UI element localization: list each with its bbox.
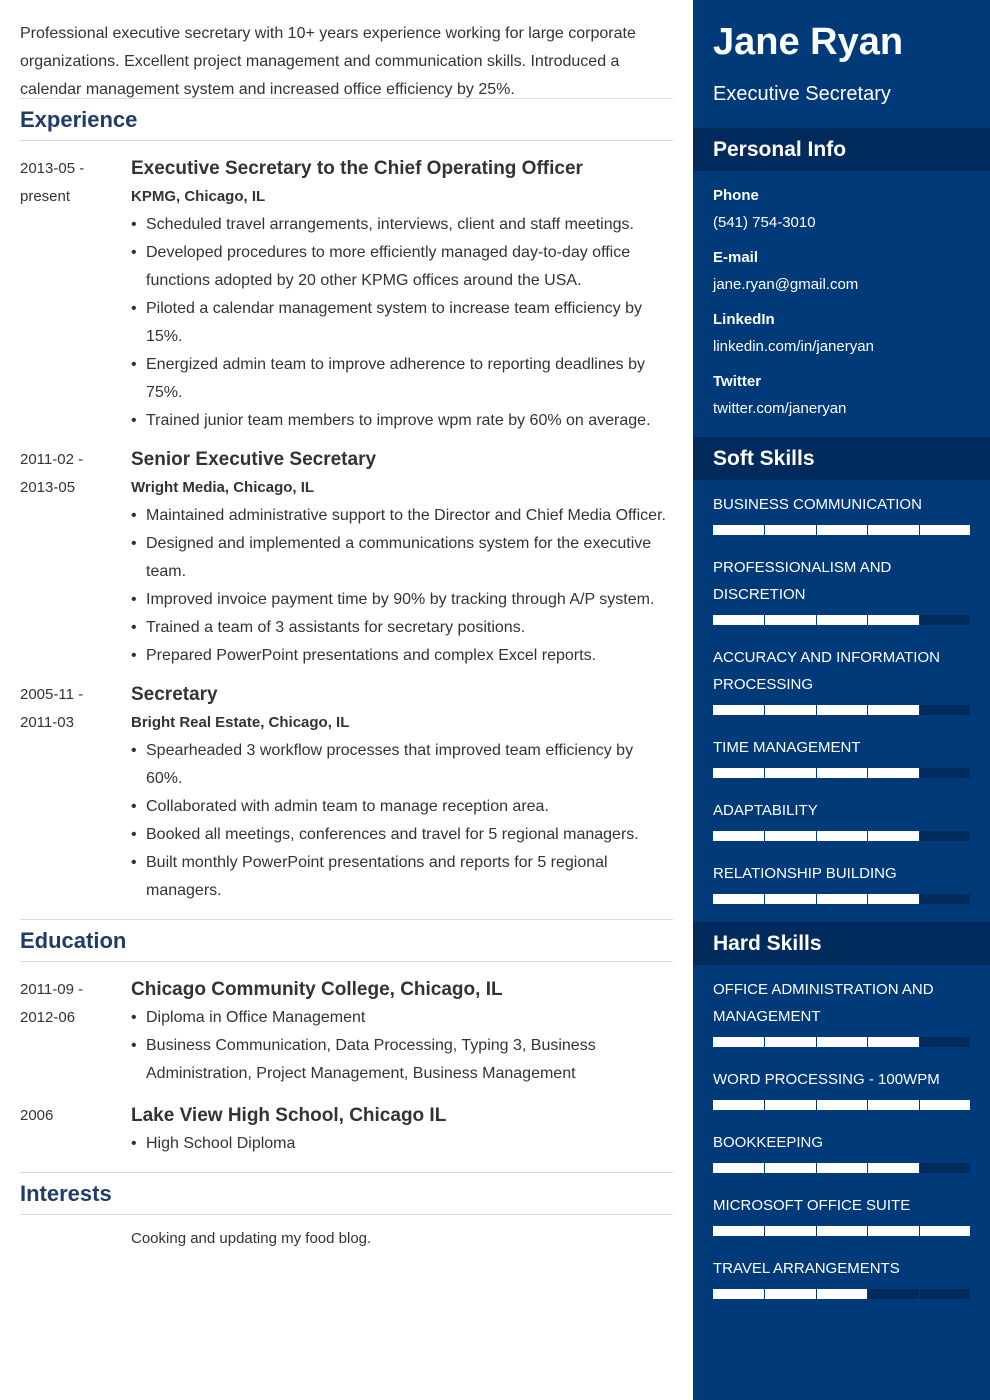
skill-name: ACCURACY AND INFORMATION PROCESSING <box>713 649 940 693</box>
skill-name: RELATIONSHIP BUILDING <box>713 865 897 882</box>
skill-bar-separator <box>816 894 817 904</box>
skill-item <box>713 860 970 904</box>
date-start: 2005-11 - <box>20 686 84 703</box>
experience-entry <box>20 155 673 435</box>
education-detail-item: • Diploma in Office Management <box>131 1004 673 1032</box>
skill-name: TRAVEL ARRANGEMENTS <box>713 1260 900 1277</box>
skill-bar-separator <box>867 1163 868 1173</box>
skill-bar-separator <box>867 768 868 778</box>
entry-date <box>20 446 120 502</box>
skill-bar-separator <box>764 1037 765 1047</box>
skill-level-bar <box>713 615 970 625</box>
skill-item <box>713 797 970 841</box>
entry-body <box>131 446 673 670</box>
skill-bar-separator <box>764 615 765 625</box>
skill-bar-separator <box>764 705 765 715</box>
skill-level-bar <box>713 1289 970 1299</box>
skill-bar-separator <box>764 831 765 841</box>
skill-item <box>713 1255 970 1299</box>
achievement-item: • Prepared PowerPoint presentations and complex Excel reports. <box>131 642 673 670</box>
skill-level-bar <box>713 1226 970 1236</box>
candidate-name: Jane Ryan <box>713 21 904 63</box>
education-entry <box>20 1102 673 1158</box>
achievement-item: • Developed procedures to more efficiently managed day-to-day office functions adopted by 20 other KPMG offices around the USA. <box>131 239 673 295</box>
candidate-title: Executive Secretary <box>713 83 891 105</box>
entry-date <box>20 681 120 737</box>
date-start: 2013-05 - <box>20 160 85 177</box>
sidebar <box>693 0 990 1400</box>
skill-bar-separator <box>919 768 920 778</box>
skill-bar-separator <box>867 705 868 715</box>
divider <box>20 919 673 920</box>
achievement-list <box>131 737 673 905</box>
skill-level-bar <box>713 525 970 535</box>
skill-bar-separator <box>919 1289 920 1299</box>
entry-body <box>131 1102 673 1158</box>
divider <box>20 140 673 141</box>
skill-bar-separator <box>816 1037 817 1047</box>
skill-name: MICROSOFT OFFICE SUITE <box>713 1197 911 1214</box>
achievement-item: • Scheduled travel arrangements, interviews, client and staff meetings. <box>131 211 673 239</box>
divider <box>20 1172 673 1173</box>
entry-date <box>20 976 120 1032</box>
skill-item <box>713 644 970 715</box>
skill-item <box>713 554 970 625</box>
education-heading: Education <box>20 928 127 953</box>
skill-level-bar <box>713 1163 970 1173</box>
job-title: Executive Secretary to the Chief Operating Officer <box>131 158 583 179</box>
employer: KPMG, Chicago, IL <box>131 188 266 205</box>
entry-body <box>131 681 673 905</box>
entry-body <box>131 976 673 1088</box>
achievement-item: • Designed and implemented a communications system for the executive team. <box>131 530 673 586</box>
achievement-item: • Booked all meetings, conferences and travel for 5 regional managers. <box>131 821 673 849</box>
skill-bar-separator <box>816 705 817 715</box>
skill-bar-separator <box>919 525 920 535</box>
skill-level-fill <box>713 525 970 535</box>
skill-bar-separator <box>764 894 765 904</box>
experience-heading: Experience <box>20 107 138 132</box>
info-value: twitter.com/janeryan <box>713 400 847 417</box>
skill-bar-separator <box>764 525 765 535</box>
skill-bar-separator <box>919 1100 920 1110</box>
achievement-item: • Trained junior team members to improve wpm rate by 60% on average. <box>131 407 673 435</box>
skill-bar-separator <box>867 894 868 904</box>
date-end: 2012-06 <box>20 1009 76 1026</box>
skill-bar-separator <box>816 1226 817 1236</box>
achievement-item: • Maintained administrative support to the Director and Chief Media Officer. <box>131 502 673 530</box>
skill-bar-separator <box>867 1037 868 1047</box>
achievement-item: • Spearheaded 3 workflow processes that improved team efficiency by 60%. <box>131 737 673 793</box>
skill-name: OFFICE ADMINISTRATION AND MANAGEMENT <box>713 981 934 1025</box>
skill-level-fill <box>713 1100 970 1110</box>
skill-level-bar <box>713 894 970 904</box>
achievement-item: • Improved invoice payment time by 90% by tracking through A/P system. <box>131 586 673 614</box>
skill-bar-separator <box>816 1289 817 1299</box>
skill-item <box>713 976 970 1047</box>
info-value: (541) 754-3010 <box>713 214 816 231</box>
skill-item <box>713 1129 970 1173</box>
education-detail-item: • High School Diploma <box>131 1130 673 1158</box>
date-start: 2011-02 - <box>20 451 84 468</box>
job-title: Senior Executive Secretary <box>131 449 377 470</box>
skill-item <box>713 734 970 778</box>
achievement-list <box>131 502 673 670</box>
school-name: Lake View High School, Chicago IL <box>131 1105 447 1126</box>
skill-bar-separator <box>919 1163 920 1173</box>
skill-bar-separator <box>867 1100 868 1110</box>
achievement-item: • Collaborated with admin team to manage reception area. <box>131 793 673 821</box>
info-value: jane.ryan@gmail.com <box>713 276 859 293</box>
info-label: LinkedIn <box>713 311 775 328</box>
skill-bar-separator <box>816 768 817 778</box>
skill-name: BUSINESS COMMUNICATION <box>713 496 922 513</box>
education-detail-list <box>131 1130 673 1158</box>
skill-name: ADAPTABILITY <box>713 802 818 819</box>
skill-bar-separator <box>867 1289 868 1299</box>
skill-bar-separator <box>919 705 920 715</box>
skill-name: WORD PROCESSING - 100WPM <box>713 1071 940 1088</box>
skill-item <box>713 1192 970 1236</box>
achievement-item: • Trained a team of 3 assistants for secretary positions. <box>131 614 673 642</box>
skill-level-bar <box>713 831 970 841</box>
personal-info-list <box>693 171 990 422</box>
skill-bar-separator <box>816 1163 817 1173</box>
experience-list <box>20 155 673 905</box>
skill-bar-separator <box>764 1289 765 1299</box>
skill-bar-separator <box>764 1100 765 1110</box>
info-value: linkedin.com/in/janeryan <box>713 338 874 355</box>
skill-bar-separator <box>764 1226 765 1236</box>
skill-level-fill <box>713 1226 970 1236</box>
achievement-item: • Energized admin team to improve adherence to reporting deadlines by 75%. <box>131 351 673 407</box>
skill-bar-separator <box>919 615 920 625</box>
skill-bar-separator <box>816 525 817 535</box>
skill-level-bar <box>713 768 970 778</box>
skill-item <box>713 1066 970 1110</box>
skill-item <box>713 491 970 535</box>
divider <box>20 1214 673 1215</box>
education-list <box>20 976 673 1158</box>
skill-name: TIME MANAGEMENT <box>713 739 861 756</box>
skill-level-bar <box>713 1037 970 1047</box>
soft-skills-list <box>693 480 990 904</box>
interests-text: Cooking and updating my food blog. <box>131 1230 372 1247</box>
skill-level-bar <box>713 705 970 715</box>
school-name: Chicago Community College, Chicago, IL <box>131 979 503 1000</box>
info-label: Phone <box>713 187 759 204</box>
entry-body <box>131 155 673 435</box>
date-end: 2013-05 <box>20 479 76 496</box>
skill-bar-separator <box>919 1226 920 1236</box>
skill-bar-separator <box>816 831 817 841</box>
date-start: 2011-09 - <box>20 981 84 998</box>
skill-name: PROFESSIONALISM AND DISCRETION <box>713 559 892 603</box>
skill-bar-separator <box>764 768 765 778</box>
education-entry <box>20 976 673 1088</box>
skill-bar-separator <box>919 894 920 904</box>
skill-bar-separator <box>816 1100 817 1110</box>
experience-entry <box>20 681 673 905</box>
hard-skills-list <box>693 965 990 1299</box>
interests-heading: Interests <box>20 1181 112 1206</box>
divider <box>20 961 673 962</box>
entry-date <box>20 1102 120 1130</box>
skill-bar-separator <box>919 1037 920 1047</box>
skill-bar-separator <box>867 831 868 841</box>
education-detail-item: • Business Communication, Data Processing, Typing 3, Business Administration, Project Management, Business Management <box>131 1032 673 1088</box>
employer: Bright Real Estate, Chicago, IL <box>131 714 350 731</box>
skill-bar-separator <box>919 831 920 841</box>
date-end: present <box>20 188 71 205</box>
education-detail-list <box>131 1004 673 1088</box>
skill-level-bar <box>713 1100 970 1110</box>
date-start: 2006 <box>20 1107 54 1124</box>
hard-skills-heading: Hard Skills <box>693 922 990 965</box>
soft-skills-heading: Soft Skills <box>693 437 990 480</box>
employer: Wright Media, Chicago, IL <box>131 479 315 496</box>
skill-bar-separator <box>764 1163 765 1173</box>
job-title: Secretary <box>131 684 218 705</box>
skill-name: BOOKKEEPING <box>713 1134 824 1151</box>
main-column <box>20 0 673 1253</box>
achievement-list <box>131 211 673 435</box>
achievement-item: • Built monthly PowerPoint presentations and reports for 5 regional managers. <box>131 849 673 905</box>
achievement-item: • Piloted a calendar management system to increase team efficiency by 15%. <box>131 295 673 351</box>
info-label: E-mail <box>713 249 759 266</box>
personal-info-heading: Personal Info <box>693 128 990 171</box>
skill-bar-separator <box>867 615 868 625</box>
skill-level-fill <box>713 1289 867 1299</box>
skill-bar-separator <box>867 1226 868 1236</box>
skill-bar-separator <box>816 615 817 625</box>
date-end: 2011-03 <box>20 714 74 731</box>
experience-entry <box>20 446 673 670</box>
entry-date <box>20 155 120 211</box>
info-label: Twitter <box>713 373 762 390</box>
skill-bar-separator <box>867 525 868 535</box>
summary: Professional executive secretary with 10+ years experience working for large corporate organizations. Excellent project management and communication skills. Introduced a calendar management system and increased office efficiency by 25%. <box>20 25 636 98</box>
